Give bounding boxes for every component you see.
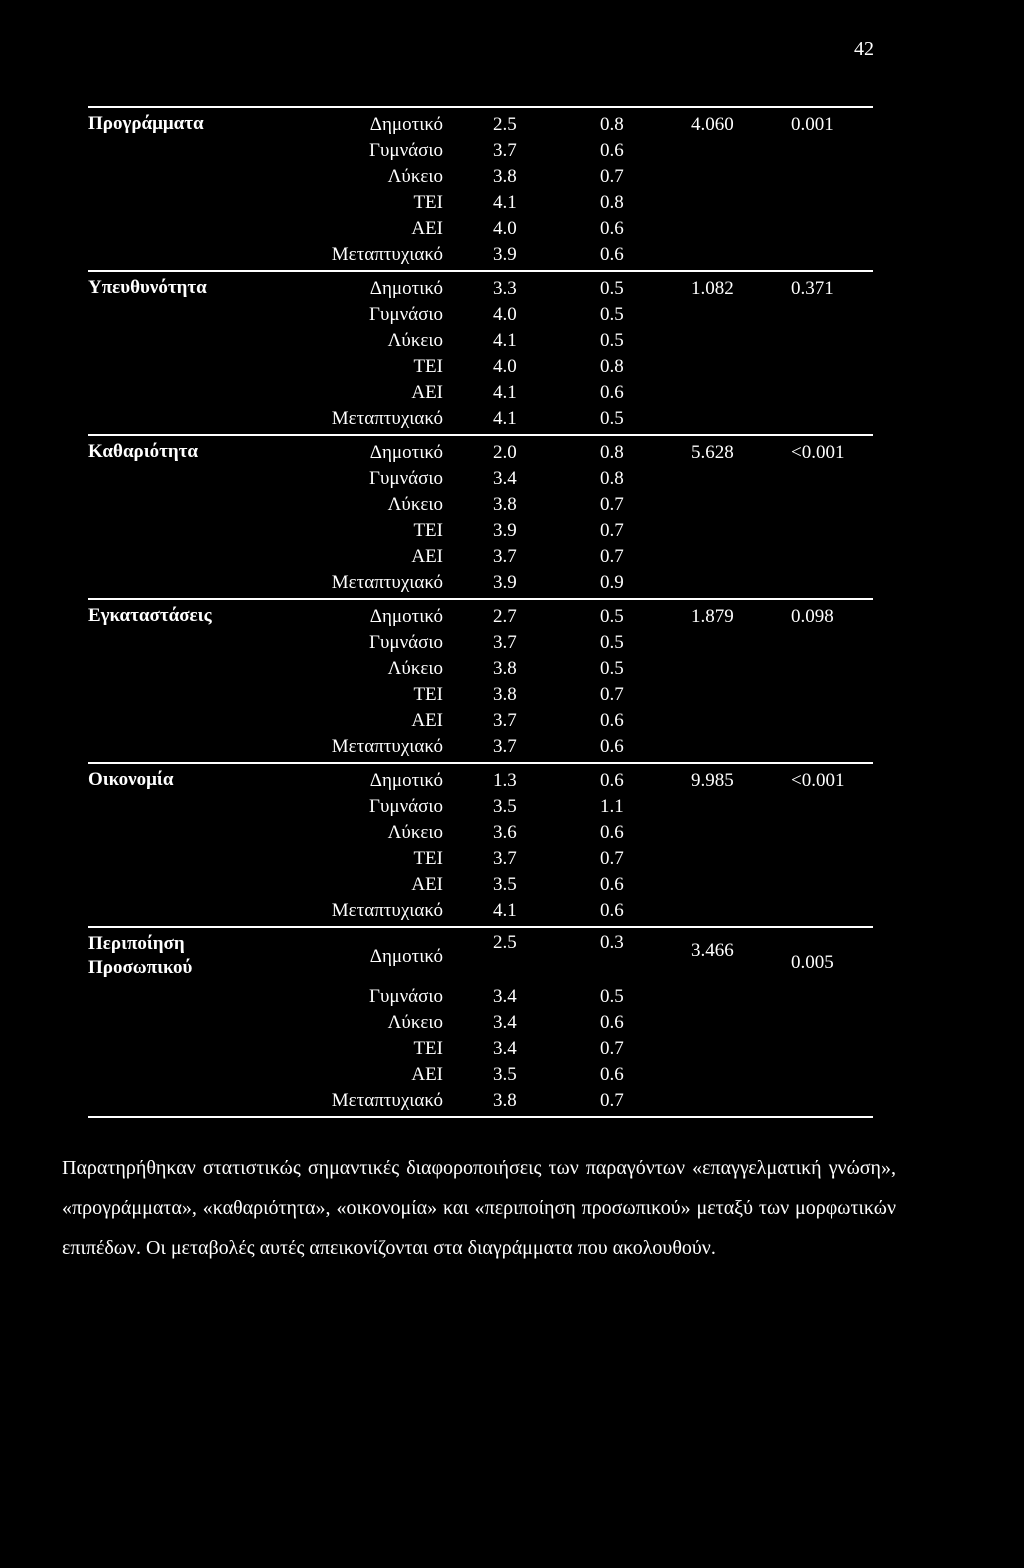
mean-value: 3.5	[493, 1064, 517, 1085]
education-level: Γυμνάσιο	[369, 140, 443, 161]
mean-value: 4.0	[493, 304, 517, 325]
sd-value: 0.7	[600, 546, 624, 567]
table-row	[88, 406, 873, 432]
education-level: Λύκειο	[387, 658, 443, 679]
education-level: ΑΕΙ	[411, 546, 443, 567]
p-value: <0.001	[791, 770, 845, 791]
mean-value: 4.1	[493, 408, 517, 429]
table-group	[88, 106, 873, 270]
mean-value: 4.0	[493, 356, 517, 377]
p-value: 0.098	[791, 606, 834, 627]
table-row	[88, 440, 873, 466]
mean-value: 2.7	[493, 606, 517, 627]
education-level: ΑΕΙ	[411, 382, 443, 403]
education-level: Μεταπτυχιακό	[331, 408, 443, 429]
sd-value: 0.6	[600, 822, 624, 843]
mean-value: 1.3	[493, 770, 517, 791]
factor-label: Καθαριότητα	[88, 441, 199, 462]
table-row	[88, 630, 873, 656]
table-row	[88, 1036, 873, 1062]
sd-value: 0.6	[600, 244, 624, 265]
education-level: Δημοτικό	[369, 770, 443, 791]
sd-value: 0.7	[600, 166, 624, 187]
table-group	[88, 434, 873, 598]
p-value: 0.371	[791, 278, 834, 299]
table-row	[88, 354, 873, 380]
table-group	[88, 762, 873, 926]
factor-label: Προγράμματα	[88, 113, 204, 134]
table-row	[88, 492, 873, 518]
education-level: Λύκειο	[387, 166, 443, 187]
sd-value: 0.6	[600, 140, 624, 161]
table-row	[88, 328, 873, 354]
body-paragraph: Παρατηρήθηκαν στατιστικώς σημαντικές διαφοροποιήσεις των παραγόντων «επαγγελματική γνώση», «προγράμματα», «καθαριότητα», «οικονομία» και «περιποίηση προσωπικού» μεταξύ των μορφωτικών επιπέδων. Οι μεταβολές αυτές απεικονίζονται στα διαγράμματα που ακολουθούν.	[62, 1157, 896, 1259]
sd-value: 0.6	[600, 710, 624, 731]
table-group	[88, 926, 873, 1118]
table-row	[88, 708, 873, 734]
table-row	[88, 190, 873, 216]
mean-value: 3.5	[493, 796, 517, 817]
sd-value: 0.5	[600, 658, 624, 679]
mean-value: 3.8	[493, 658, 517, 679]
table-row	[88, 604, 873, 630]
p-value: <0.001	[791, 442, 845, 463]
mean-value: 3.8	[493, 166, 517, 187]
mean-value: 2.5	[493, 932, 517, 953]
mean-value: 3.3	[493, 278, 517, 299]
mean-value: 3.4	[493, 1012, 517, 1033]
mean-value: 3.4	[493, 468, 517, 489]
education-level: Λύκειο	[387, 822, 443, 843]
sd-value: 0.6	[600, 874, 624, 895]
mean-value: 3.6	[493, 822, 517, 843]
education-level: ΤΕΙ	[413, 192, 443, 213]
sd-value: 1.1	[600, 796, 624, 817]
mean-value: 2.5	[493, 114, 517, 135]
mean-value: 4.1	[493, 382, 517, 403]
sd-value: 0.5	[600, 986, 624, 1007]
mean-value: 3.5	[493, 874, 517, 895]
factor-label: Εγκαταστάσεις	[88, 605, 212, 626]
education-level: Λύκειο	[387, 1012, 443, 1033]
table-row	[88, 276, 873, 302]
sd-value: 0.8	[600, 356, 624, 377]
sd-value: 0.7	[600, 684, 624, 705]
table-row	[88, 112, 873, 138]
table-row	[88, 1062, 873, 1088]
education-level: ΑΕΙ	[411, 1064, 443, 1085]
education-level: Μεταπτυχιακό	[331, 736, 443, 757]
table-row	[88, 544, 873, 570]
table-row	[88, 768, 873, 794]
education-level: Μεταπτυχιακό	[331, 1090, 443, 1111]
education-level: Λύκειο	[387, 330, 443, 351]
mean-value: 4.0	[493, 218, 517, 239]
table-row	[88, 734, 873, 760]
sd-value: 0.6	[600, 218, 624, 239]
mean-value: 3.7	[493, 546, 517, 567]
table-row	[88, 466, 873, 492]
table-row	[88, 656, 873, 682]
table-row	[88, 846, 873, 872]
p-value: 0.001	[791, 114, 834, 135]
sd-value: 0.7	[600, 1090, 624, 1111]
mean-value: 3.4	[493, 986, 517, 1007]
education-level: ΤΕΙ	[413, 1038, 443, 1059]
sd-value: 0.6	[600, 736, 624, 757]
f-value: 3.466	[691, 940, 734, 961]
mean-value: 3.4	[493, 1038, 517, 1059]
mean-value: 3.7	[493, 140, 517, 161]
education-level: Δημοτικό	[369, 606, 443, 627]
education-level: Γυμνάσιο	[369, 304, 443, 325]
table-row	[88, 242, 873, 268]
table-group	[88, 598, 873, 762]
sd-value: 0.7	[600, 1038, 624, 1059]
education-level: ΤΕΙ	[413, 520, 443, 541]
f-value: 9.985	[691, 770, 734, 791]
factor-label: Περιποίηση Προσωπικού	[88, 933, 193, 978]
mean-value: 3.8	[493, 494, 517, 515]
sd-value: 0.6	[600, 1064, 624, 1085]
education-level: Μεταπτυχιακό	[331, 244, 443, 265]
table-row	[88, 984, 873, 1010]
sd-value: 0.6	[600, 1012, 624, 1033]
sd-value: 0.5	[600, 606, 624, 627]
sd-value: 0.7	[600, 848, 624, 869]
sd-value: 0.5	[600, 304, 624, 325]
table-row	[88, 794, 873, 820]
table-row	[88, 518, 873, 544]
sd-value: 0.5	[600, 632, 624, 653]
mean-value: 3.7	[493, 736, 517, 757]
education-level: Γυμνάσιο	[369, 468, 443, 489]
sd-value: 0.6	[600, 770, 624, 791]
mean-value: 3.9	[493, 572, 517, 593]
table-row	[88, 872, 873, 898]
education-level: Γυμνάσιο	[369, 796, 443, 817]
table-row	[88, 1010, 873, 1036]
education-level: ΑΕΙ	[411, 710, 443, 731]
education-level: Δημοτικό	[369, 442, 443, 463]
sd-value: 0.7	[600, 520, 624, 541]
table-row	[88, 682, 873, 708]
p-value: 0.005	[791, 952, 834, 973]
education-level: ΤΕΙ	[413, 684, 443, 705]
sd-value: 0.5	[600, 330, 624, 351]
sd-value: 0.6	[600, 900, 624, 921]
education-level: Λύκειο	[387, 494, 443, 515]
education-level: Δημοτικό	[369, 946, 443, 967]
mean-value: 2.0	[493, 442, 517, 463]
education-level: Γυμνάσιο	[369, 986, 443, 1007]
table-row	[88, 820, 873, 846]
table-row	[88, 570, 873, 596]
table-row	[88, 164, 873, 190]
f-value: 4.060	[691, 114, 734, 135]
table-row	[88, 380, 873, 406]
sd-value: 0.8	[600, 114, 624, 135]
sd-value: 0.9	[600, 572, 624, 593]
mean-value: 3.8	[493, 1090, 517, 1111]
mean-value: 3.9	[493, 520, 517, 541]
table-row	[88, 1088, 873, 1114]
mean-value: 4.1	[493, 900, 517, 921]
f-value: 1.082	[691, 278, 734, 299]
sd-value: 0.7	[600, 494, 624, 515]
table-row	[88, 138, 873, 164]
sd-value: 0.6	[600, 382, 624, 403]
sd-value: 0.3	[600, 932, 624, 953]
education-level: Μεταπτυχιακό	[331, 900, 443, 921]
sd-value: 0.8	[600, 442, 624, 463]
f-value: 1.879	[691, 606, 734, 627]
education-level: Γυμνάσιο	[369, 632, 443, 653]
factor-label: Υπευθυνότητα	[88, 277, 207, 298]
mean-value: 3.7	[493, 848, 517, 869]
statistics-table	[88, 106, 873, 1118]
table-row	[88, 898, 873, 924]
mean-value: 3.9	[493, 244, 517, 265]
mean-value: 3.7	[493, 710, 517, 731]
sd-value: 0.5	[600, 278, 624, 299]
education-level: ΤΕΙ	[413, 848, 443, 869]
factor-label: Οικονομία	[88, 769, 174, 790]
education-level: Δημοτικό	[369, 114, 443, 135]
table-row	[88, 932, 873, 984]
education-level: Δημοτικό	[369, 278, 443, 299]
education-level: Μεταπτυχιακό	[331, 572, 443, 593]
education-level: ΑΕΙ	[411, 874, 443, 895]
mean-value: 3.8	[493, 684, 517, 705]
table-row	[88, 216, 873, 242]
page-number: 42	[854, 38, 874, 60]
sd-value: 0.8	[600, 468, 624, 489]
mean-value: 4.1	[493, 330, 517, 351]
table-row	[88, 302, 873, 328]
table-group	[88, 270, 873, 434]
sd-value: 0.5	[600, 408, 624, 429]
education-level: ΤΕΙ	[413, 356, 443, 377]
mean-value: 3.7	[493, 632, 517, 653]
education-level: ΑΕΙ	[411, 218, 443, 239]
f-value: 5.628	[691, 442, 734, 463]
mean-value: 4.1	[493, 192, 517, 213]
sd-value: 0.8	[600, 192, 624, 213]
